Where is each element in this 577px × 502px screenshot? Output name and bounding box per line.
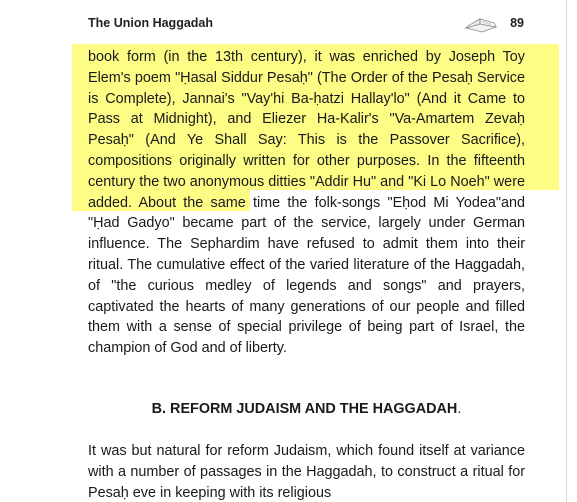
highlighted-passage: book form (in the 13th century), it was enriched by Joseph Toy Elem's poem "Ḥasal Siddur Pesaḥ" (The Order of the Pesaḥ Service is Complete), Jannai's "Vay'hi Ba-ḥatzi Hallay'lo" (And it Came to Pass at Midnight), and Eliezer Ha-Kalir's "Va-Amartem Zevaḥ Pesaḥ" (And Ye Shall Say: This is the Passover Sacrifice), compositions originally written for other purposes. In the fifteenth century the two anonymous ditties "Addir Hu" and "Ki Lo Noeh" were added. [88,49,525,211]
paragraph-1 [88,47,525,359]
section-heading-period: . [457,401,462,417]
paragraph-1-continuation: About the same time the folk-songs "Eḥod Mi Yodea"and "Ḥad Gadyo" became part of the service, largely under German influence. The Sephardim have refused to admit them into their ritual. The cumulative effect of the varied literature of the Haggadah, of "the curious medley of legends and songs" and prayers, captivated the hearts of many generations of our people and filled them with a sense of special privilege of being part of Israel, the champion of God and of liberty. [88,194,525,357]
paragraph-2 [88,441,525,502]
section-heading [88,401,525,417]
section-heading-text: B. REFORM JUDAISM AND THE HAGGADAH [151,401,458,417]
page-number: 89 [510,16,524,30]
page-edge [566,0,567,502]
paragraph-2-text: It was but natural for reform Judaism, which found itself at variance with a number of passages in the Haggadah, to construct a ritual for Pesaḥ eve in keeping with its religious [88,443,525,501]
book-title: The Union Haggadah [88,16,213,30]
running-header [88,16,528,36]
